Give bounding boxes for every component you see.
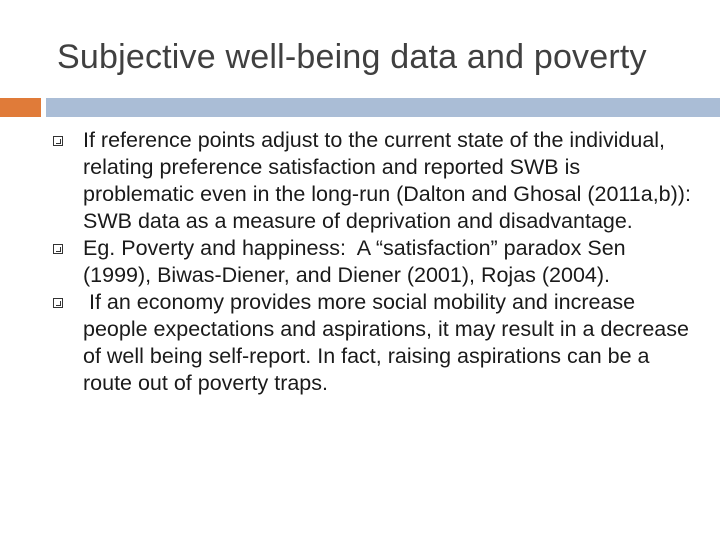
bullet-item [0, 127, 720, 235]
title-rule-accent [0, 98, 41, 117]
square-bullet-icon [53, 244, 63, 254]
bullet-item [0, 289, 720, 397]
square-bullet-icon [53, 298, 63, 308]
bullet-text: If reference points adjust to the current state of the individual, relating preference satisfaction and reported SWB is problematic even in the long-run (Dalton and Ghosal (2011a,b)): SWB data as a measure of deprivation and disadvantage. [83, 128, 697, 233]
bullet-list [0, 127, 720, 397]
bullet-text: If an economy provides more social mobility and increase people expectations and aspirations, it may result in a decrease of well being self-report. In fact, raising aspirations can be a route out of poverty traps. [83, 290, 695, 395]
title-rule [0, 98, 720, 117]
slide-title: Subjective well-being data and poverty [57, 38, 647, 76]
bullet-item [0, 235, 720, 289]
bullet-text: Eg. Poverty and happiness: A “satisfaction” paradox Sen (1999), Biwas-Diener, and Diener (2001), Rojas (2004). [83, 236, 632, 287]
square-bullet-icon [53, 136, 63, 146]
title-rule-bar [46, 98, 720, 117]
